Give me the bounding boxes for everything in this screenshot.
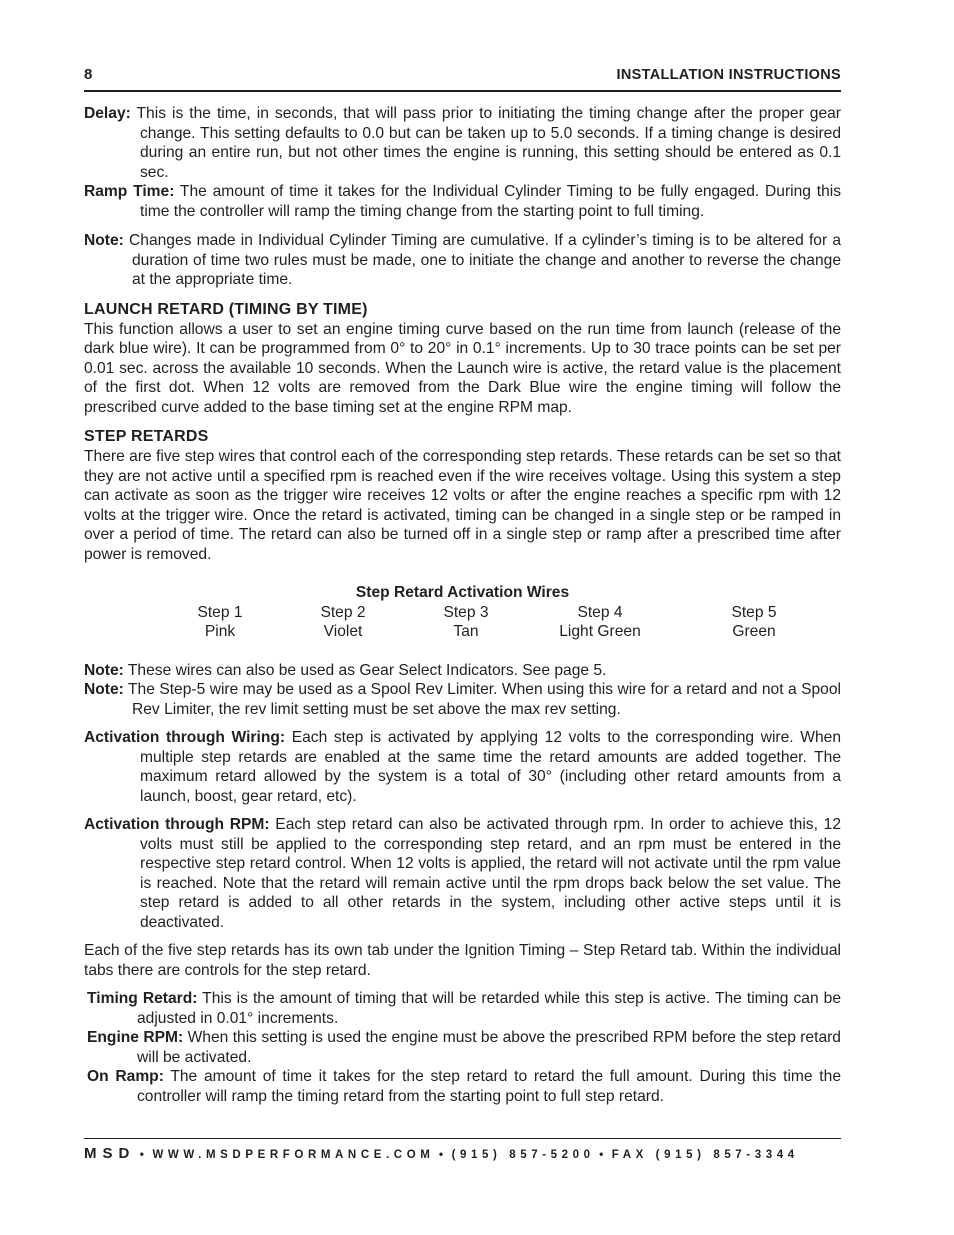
on-ramp-text: The amount of time it takes for the step retard to retard the full amount. During this time the controller will ramp the timing retard from the starting point to full step retard. [137,1068,841,1105]
step-wires-grid [150,603,841,642]
timing-retard-definition [84,989,841,1028]
activation-wiring-text: Each step is activated by applying 12 volts to the corresponding wire. When multiple step retards are enabled at the same time the retard amounts are added together. The maximum retard allowed by the system is a total of 30° (including other retard amounts from a launch, boost, gear retard, etc). [140,729,841,805]
step-retards-text: There are five step wires that control each of the corresponding step retards. These retards can be set so that they are not active until a specified rpm is reached even if the wire receives voltage. Using this system a step can activate as soon as the trigger wire receives 12 volts or after the engine reaches a specific rpm with 12 volts at the trigger wire. Once the retard is activated, timing can be changed in a single step or be ramped in over a period of time. The retard can also be turned off in a single step or ramp after a prescribed time after power is removed. [84,448,841,563]
note-label: Note: [84,681,124,698]
page-body [84,104,841,1106]
phone-number: (915) 857-5200 [451,1149,595,1161]
header-title: INSTALLATION INSTRUCTIONS [616,67,841,83]
step-label: Step 1 [197,603,243,621]
website-link[interactable]: WWW.MSDPERFORMANCE.COM [152,1149,435,1161]
note-spool-rev [84,680,841,719]
page-footer [84,1138,841,1169]
activation-wiring-label: Activation through Wiring: [84,729,286,746]
ramp-time-label: Ramp Time: [84,183,175,200]
timing-retard-text: This is the amount of timing that will be retarded while this step is active. The timing can be adjusted in 0.01° increments. [137,990,841,1027]
footer-separator: • [599,1147,608,1161]
ramp-time-definition [84,182,841,221]
footer-separator: • [438,1147,448,1161]
activation-rpm-text: Each step retard can also be activated through rpm. In order to achieve this, 12 volts must still be applied to the corresponding step retard, and an rpm must be entered in the respective step retard control. When 12 volts is applied, the retard will not activate until the rpm value is reached. Note that the retard will remain active until the rpm drops back below the set value. The step retard is added to all other retards in the system, including other active steps until it is deactivated. [140,816,841,931]
engine-rpm-definition [84,1028,841,1067]
engine-rpm-text: When this setting is used the engine must be above the prescribed RPM before the step retard will be activated. [137,1029,841,1066]
note-label: Note: [84,232,124,249]
activation-rpm-label: Activation through RPM: [84,816,270,833]
on-ramp-label: On Ramp: [87,1068,164,1085]
page-header [84,64,841,92]
delay-label: Delay: [84,105,131,122]
delay-definition [84,104,841,182]
note-gear-select [84,661,841,681]
timing-retard-label: Timing Retard: [87,990,198,1007]
wire-color: Violet [323,623,363,640]
fax-number: FAX (915) 857-3344 [611,1149,799,1161]
ramp-time-text: The amount of time it takes for the Individual Cylinder Timing to be fully engaged. During this time the controller will ramp the timing change from the starting point to full timing. [140,183,841,220]
page-number: 8 [84,66,93,83]
note-label: Note: [84,661,124,679]
delay-text: This is the time, in seconds, that will pass prior to initiating the timing change after the proper gear change. This setting defaults to 0.0 but can be taken up to 5.0 seconds. If a timing change is desired during an entire run, but not other times the engine is running, this setting should be entered as 0.1 sec. [130,105,841,181]
step-label: Step 4 [577,603,623,621]
wire-color: Light Green [559,623,641,640]
engine-rpm-label: Engine RPM: [87,1029,184,1046]
wire-color: Green [732,623,776,640]
activation-rpm [84,815,841,932]
step-tabs-text: Each of the five step retards has its own tab under the Ignition Timing – Step Retard tab. Within the individual tabs there are controls for the step retard. [84,942,841,979]
launch-retard-text: This function allows a user to set an engine timing curve based on the run time from launch (release of the dark blue wire). It can be programmed from 0° to 20° in 0.1° increments. Up to 30 trace points can be set per 0.01 sec. across the available 10 seconds. When the Launch wire is active, the retard value is the placement of the first dot. When 12 volts are removed from the Dark Blue wire the engine timing will follow the prescribed curve added to the base timing set at the engine RPM map. [84,320,841,416]
footer-separator: • [139,1147,148,1161]
step-wires-title: Step Retard Activation Wires [355,584,570,601]
on-ramp-definition [84,1067,841,1106]
step-label: Step 2 [320,603,366,621]
note-text: Changes made in Individual Cylinder Timing are cumulative. If a cylinder’s timing is to be altered for a duration of time two rules must be made, one to initiate the change and another to reverse the change at the appropriate time. [123,232,841,288]
step-label: Step 3 [443,603,489,621]
step-retards-heading: STEP RETARDS [84,428,209,445]
wire-color: Pink [204,623,236,640]
activation-wiring [84,728,841,806]
note-text: The Step-5 wire may be used as a Spool Rev Limiter. When using this wire for a retard and not a Spool Rev Limiter, the rev limit setting must be set above the max rev setting. [123,681,841,718]
note-text: These wires can also be used as Gear Select Indicators. See page 5. [123,661,607,679]
note-cumulative [84,231,841,290]
footer-text [84,1145,799,1163]
step-label: Step 5 [731,603,777,621]
brand-logo: MSD [84,1145,136,1162]
step-wires-table [84,583,841,642]
wire-color: Tan [453,623,479,640]
launch-retard-heading: LAUNCH RETARD (TIMING BY TIME) [84,300,368,318]
